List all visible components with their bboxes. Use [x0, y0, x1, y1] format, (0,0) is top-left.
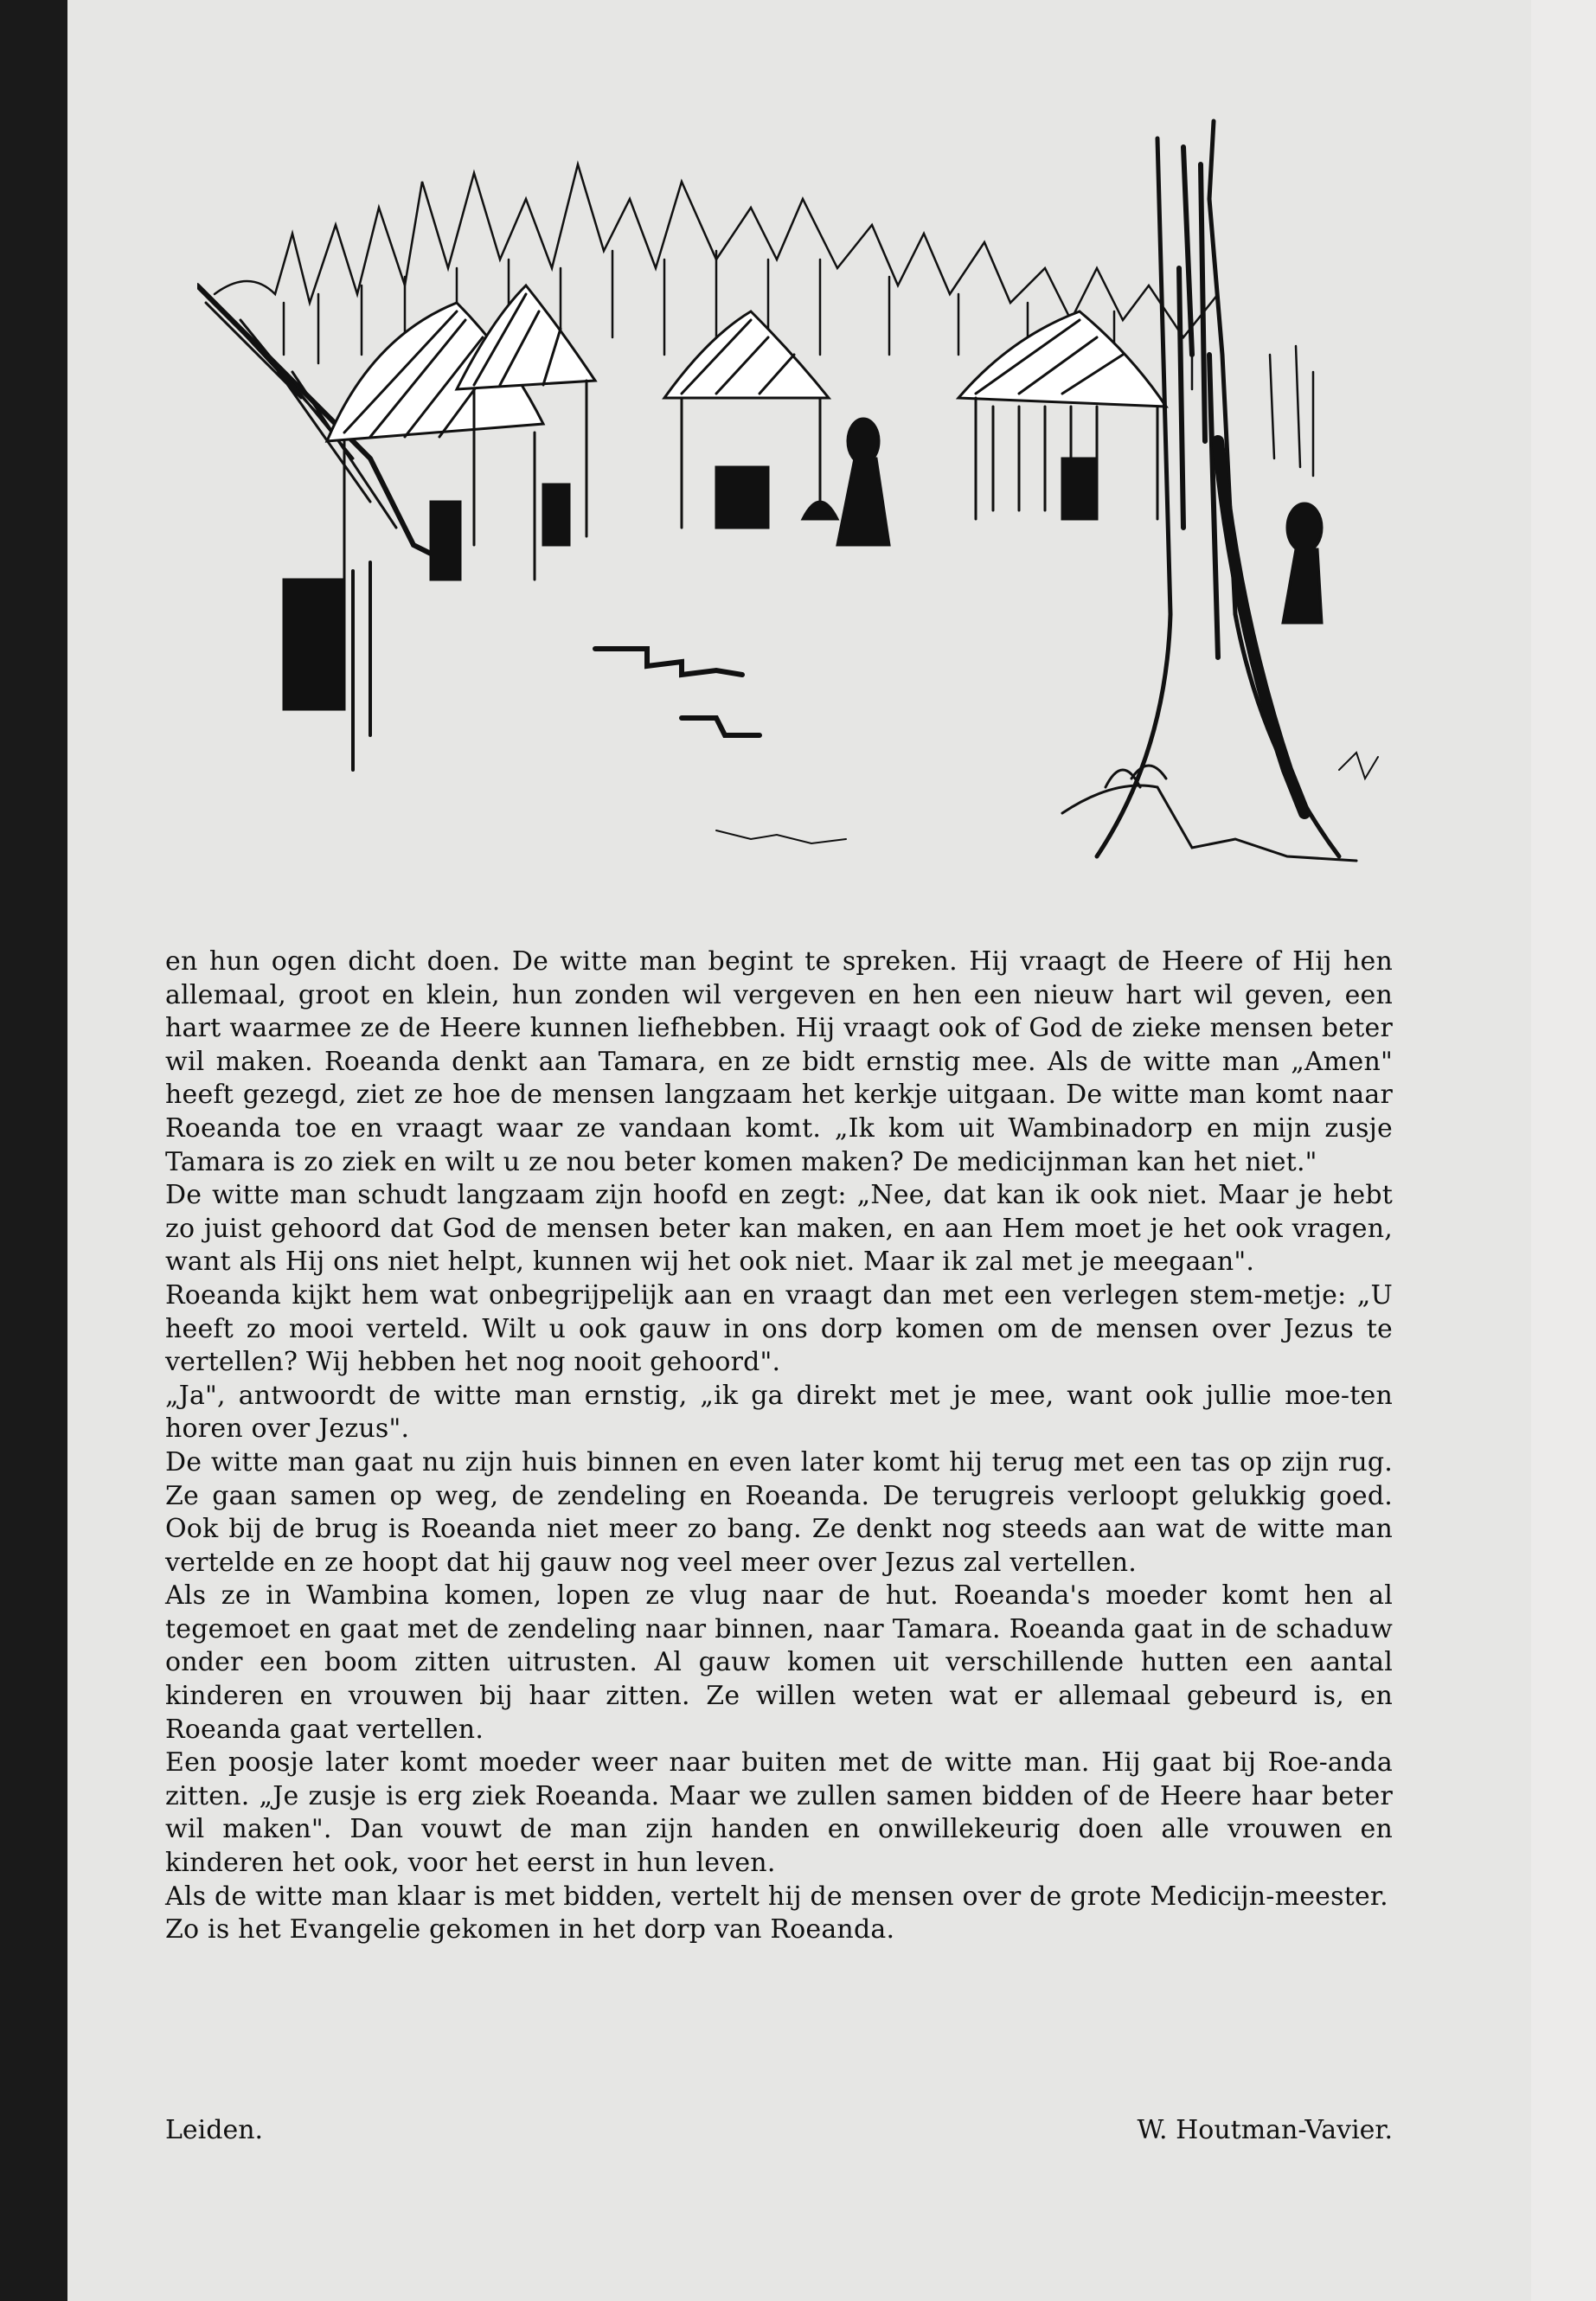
paragraph: Als ze in Wambina komen, lopen ze vlug naar de hut. Roeanda's moeder komt hen al tegemoet en gaat met de zendeling naar binnen, naar Tamara. Roeanda gaat in de schaduw onder een boom zitten uitrusten. Al gauw komen uit verschillende hutten een aantal kinderen en vrouwen bij haar zitten. Ze willen weten wat er allemaal gebeurd is, en Roeanda gaat vertellen.	[165, 1580, 1393, 1745]
paragraph: Een poosje later komt moeder weer naar buiten met de witte man. Hij gaat bij Roe-anda zitten. „Je zusje is erg ziek Roeanda. Maar we zullen samen bidden of de Heere haar beter wil maken". Dan vouwt de man zijn handen en onwillekeurig doen alle vrouwen en kinderen het ook, voor het eerst in hun leven.	[165, 1747, 1393, 1879]
paragraph: „Ja", antwoordt de witte man ernstig, „ik ga direkt met je mee, want ook jullie moe-ten horen over Jezus".	[165, 1380, 1393, 1445]
paragraph: De witte man schudt langzaam zijn hoofd en zegt: „Nee, dat kan ik ook niet. Maar je hebt zo juist gehoord dat God de mensen beter kan maken, en aan Hem moet je het ook vragen, want als Hij ons niet helpt, kunnen wij het ook niet. Maar ik zal met je meegaan".	[165, 1180, 1393, 1278]
signature-place: Leiden.	[165, 2115, 264, 2145]
hut-3	[664, 311, 829, 528]
signature-line	[165, 2115, 1393, 2145]
paragraph: en hun ogen dicht doen. De witte man begint te spreken. Hij vraagt de Heere of Hij hen allemaal, groot en klein, hun zonden wil vergeven en hen een nieuw hart wil geven, een hart waarmee ze de Heere kunnen liefhebben. Hij vraagt ook of God de zieke mensen beter wil maken. Roeanda denkt aan Tamara, en ze bidt ernstig mee. Als de witte man „Amen" heeft gezegd, ziet ze hoe de mensen langzaam het kerkje uitgaan. De witte man komt naar Roeanda toe en vraagt waar ze vandaan komt. „Ik kom uit Wambinadorp en mijn zusje Tamara is zo ziek en wilt u ze nou beter komen maken? De medicijnman kan het niet."	[165, 946, 1393, 1177]
page-edge	[1531, 0, 1596, 2301]
paragraph: Als de witte man klaar is met bidden, vertelt hij de mensen over de grote Medicijn-meester.	[165, 1881, 1388, 1912]
tree	[1062, 121, 1356, 861]
hut-4	[958, 311, 1166, 519]
story-text	[165, 945, 1393, 1947]
paragraph: Zo is het Evangelie gekomen in het dorp van Roeanda.	[165, 1914, 895, 1945]
village-illustration	[197, 95, 1408, 917]
signature-author: W. Houtman-Vavier.	[1137, 2115, 1393, 2145]
page	[67, 0, 1531, 2301]
paragraph: Roeanda kijkt hem wat onbegrijpelijk aan en vraagt dan met een verlegen stem-metje: „U heeft zo mooi verteld. Wilt u ook gauw in ons dorp komen om de mensen over Jezus te vertellen? Wij hebben het nog nooit gehoord".	[165, 1279, 1393, 1378]
paragraph: De witte man gaat nu zijn huis binnen en even later komt hij terug met een tas op zijn rug. Ze gaan samen op weg, de zendeling en Roeanda. De terugreis verloopt gelukkig goed. Ook bij de brug is Roeanda niet meer zo bang. Ze denkt nog steeds aan wat de witte man vertelde en ze hoopt dat hij gauw nog veel meer over Jezus zal vertellen.	[165, 1446, 1393, 1578]
